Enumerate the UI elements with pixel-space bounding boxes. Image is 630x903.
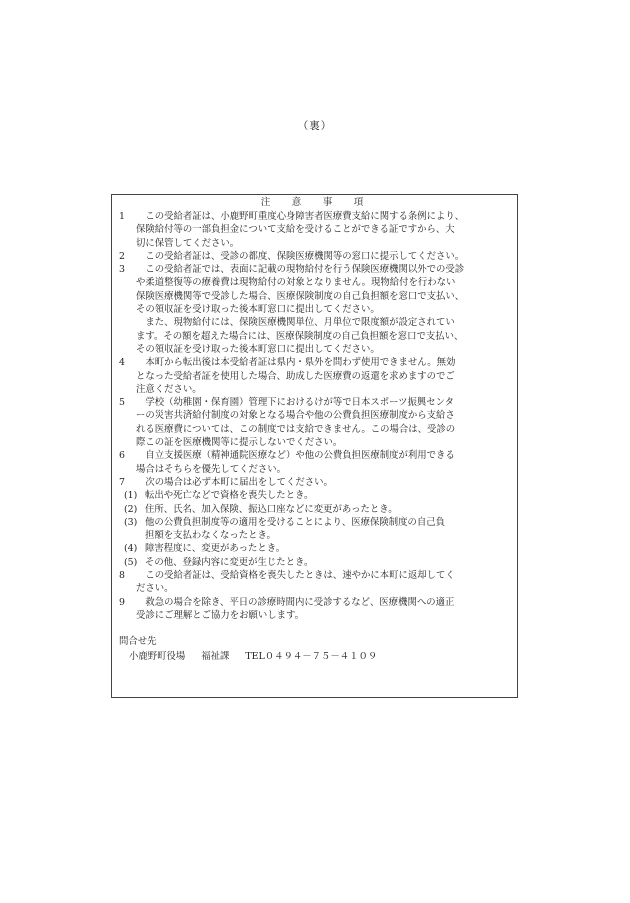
notice-item-line: 救急の場合を除き、平日の診療時間内に受診するなど、医療機関への適正 bbox=[136, 596, 455, 608]
notice-item bbox=[119, 263, 511, 316]
notice-item-body bbox=[136, 356, 511, 396]
notice-item-line: 保険医療機関等で受診した場合、医療保険制度の自己負担額を窓口で支払い、 bbox=[136, 290, 465, 302]
contact-office: 小鹿野町役場 bbox=[129, 651, 186, 663]
notice-item-line: 注意ください。 bbox=[136, 383, 202, 395]
notice-item bbox=[119, 476, 511, 489]
notice-item bbox=[119, 569, 511, 596]
contact-department: 福祉課 bbox=[201, 651, 230, 663]
notice-item-line: 際この証を医療機関等に提示しないでください。 bbox=[136, 437, 343, 449]
page-label: （裏） bbox=[297, 120, 333, 132]
notice-item-line: れる医療費については、この制度では支給できません。この場合は、受診の bbox=[136, 423, 456, 435]
notice-subitem-body bbox=[145, 516, 511, 543]
notice-subitem bbox=[119, 542, 511, 555]
notice-item-line: この受給者証は、小鹿野町重度心身障害者医療費支給に関する条例により、 bbox=[136, 211, 465, 222]
notice-item-line: 学校（幼稚園・保育園）管理下におけるけが等で日本スポーツ振興センタ bbox=[136, 397, 455, 409]
notice-subitem-body bbox=[145, 542, 511, 555]
notice-item-line: この受給者証では、表面に記載の現物給付を行う保険医療機関以外での受診 bbox=[136, 264, 465, 276]
notice-item bbox=[119, 449, 511, 476]
notice-subitem-line: 担額を支払わなくなったとき。 bbox=[145, 530, 276, 542]
notice-item-body bbox=[136, 210, 511, 250]
notice-item-number: 6 bbox=[119, 450, 125, 462]
notice-item-line: また、現物給付には、保険医療機関単位、月単位で限度額が設定されてい bbox=[136, 317, 455, 329]
notice-item-number: 9 bbox=[119, 596, 125, 608]
notice-item bbox=[119, 596, 511, 623]
contact-row bbox=[119, 649, 511, 664]
notice-subitem-body bbox=[145, 556, 511, 569]
notice-item bbox=[119, 210, 511, 250]
notice-item-line: や柔道整復等の療養費は現物給付の対象となりません。現物給付を行わない bbox=[136, 277, 456, 289]
notice-item bbox=[119, 250, 511, 263]
notice-subitem-line: 住所、氏名、加入保険、振込口座などに変更があったとき。 bbox=[145, 503, 398, 515]
notice-subitem bbox=[119, 503, 511, 516]
notice-subitem-number: (3) bbox=[124, 516, 138, 528]
contact-heading: 問合せ先 bbox=[119, 636, 157, 648]
notice-item-line: その領収証を受け取った後本町窓口に提出してください。 bbox=[136, 343, 380, 355]
notice-item-body bbox=[136, 396, 511, 449]
contact-tel: TEL０４９４－７５－４１０９ bbox=[245, 651, 378, 663]
notice-item-body bbox=[136, 250, 511, 263]
notice-item-number: 7 bbox=[119, 476, 125, 488]
notice-item bbox=[119, 396, 511, 449]
notice-item-line: 保険給付等の一部負担金について支給を受けることができる証ですから、大 bbox=[136, 224, 455, 236]
notice-subitem-body bbox=[145, 503, 511, 516]
notice-item-line: 受診にご理解とご協力をお願いします。 bbox=[136, 609, 305, 621]
notice-item-line: 切に保管してください。 bbox=[136, 237, 240, 249]
notice-item-number: 5 bbox=[119, 397, 125, 409]
notice-item-line: ーの災害共済給付制度の対象となる場合や他の公費負担医療制度から支給さ bbox=[136, 410, 455, 422]
notice-item-line: この受給者証は、受給資格を喪失したときは、速やかに本町に返却してく bbox=[136, 570, 455, 582]
notice-item-body bbox=[136, 449, 511, 476]
notice-item-line: 自立支援医療（精神通院医療など）や他の公費負担医療制度が利用できる bbox=[136, 450, 455, 462]
notice-subitem-body bbox=[145, 489, 511, 502]
notice-subitem bbox=[119, 556, 511, 569]
notice-subitem-line: 障害程度に、変更があったとき。 bbox=[145, 543, 286, 555]
notice-subitem-line: 他の公費負担制度等の適用を受けることにより、医療保険制度の自己負 bbox=[145, 516, 446, 528]
notice-item-number: 4 bbox=[119, 357, 125, 369]
notice-subitem-number: (5) bbox=[124, 556, 138, 568]
notice-item bbox=[119, 356, 511, 396]
notice-item-body bbox=[136, 596, 511, 623]
notice-item-number: 1 bbox=[119, 211, 125, 222]
notice-item-number: 3 bbox=[119, 264, 125, 276]
notice-subitem-number: (4) bbox=[124, 543, 138, 555]
notice-box bbox=[111, 194, 518, 698]
notice-item-line: となった受給者証を使用した場合、助成した医療費の返還を求めますのでご bbox=[136, 370, 455, 382]
notice-item-body bbox=[136, 569, 511, 596]
notice-item-line: 次の場合は必ず本町に届出をしてください。 bbox=[136, 476, 333, 488]
notice-subitem-line: その他、登録内容に変更が生じたとき。 bbox=[145, 556, 314, 568]
notice-title: 注 意 事 項 bbox=[260, 197, 370, 208]
notice-item-line: ださい。 bbox=[136, 583, 174, 595]
contact-section bbox=[119, 634, 511, 664]
notice-item-line: この受給者証は、受診の都度、保険医療機関等の窓口に提示してください。 bbox=[136, 250, 465, 262]
notice-item-line: その領収証を受け取った後本町窓口に提出してください。 bbox=[136, 304, 380, 316]
notice-subitem bbox=[119, 489, 511, 502]
notice-subitem bbox=[119, 516, 511, 543]
notice-item-line: 本町から転出後は本受給者証は県内・県外を問わず使用できません。無効 bbox=[136, 357, 456, 369]
notice-item-number: 8 bbox=[119, 570, 125, 582]
notice-item-body bbox=[136, 476, 511, 489]
notice-subitem-number: (1) bbox=[124, 490, 138, 502]
notice-subitem-number: (2) bbox=[124, 503, 138, 515]
notice-item-line: 場合はそちらを優先してください。 bbox=[136, 463, 287, 475]
notice-item-body bbox=[136, 263, 511, 316]
notice-item-line: ます。その額を超えた場合には、医療保険制度の自己負担額を窓口で支払い、 bbox=[136, 330, 464, 342]
notice-item-number: 2 bbox=[119, 250, 125, 262]
notice-subitem-line: 転出や死亡などで資格を喪失したとき。 bbox=[145, 490, 314, 502]
notice-items bbox=[119, 210, 511, 622]
